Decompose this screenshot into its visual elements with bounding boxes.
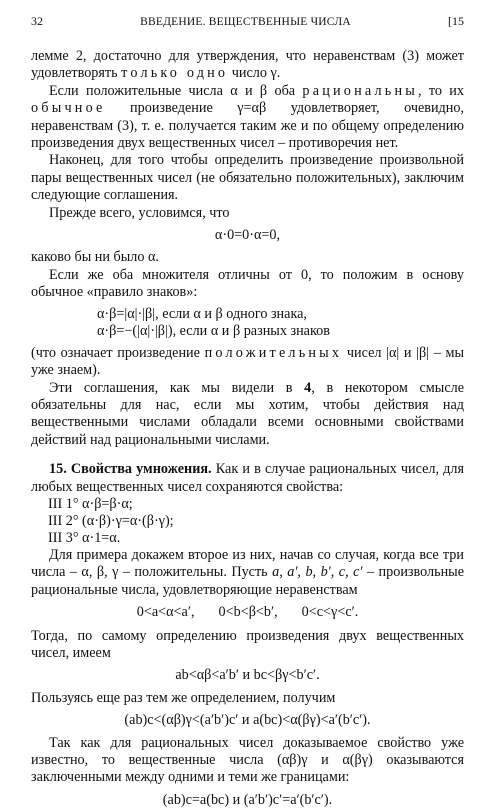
sign-rule-same: α·β=|α|·|β|, если α и β одного знака,: [97, 305, 307, 322]
section-15-intro: [31, 461, 464, 496]
text-run: Для примера докажем второе из них, начав со случая, когда все три числа – α, β, γ – положительны. Пусть: [31, 546, 464, 581]
text-run: число γ.: [228, 65, 281, 82]
inequality-a: 0<a<α<a′,: [136, 604, 195, 621]
formula-associativity: (ab)c=a(bc) и (a′b′)c′=a′(b′c′).: [162, 791, 333, 808]
formula-products: ab<αβ<a′b′ и bc<βγ<b′c′.: [175, 667, 320, 684]
paragraph-conventions: Наконец, для того чтобы определить произведение произвольной пары вещественных чисел (не обязательно положительных), заключим следующие соглашения.: [31, 152, 464, 204]
text-run: Эти соглашения, как мы видели в: [49, 379, 305, 396]
text-run: Как и в случае рациональных чисел, для любых вещественных чисел сохраняются свойства:: [31, 461, 464, 495]
inequality-c: 0<c<γ<c′.: [301, 604, 359, 621]
axiom-item: III 3° α·1=α.: [48, 529, 121, 546]
page-header: [31, 14, 464, 29]
spaced-emphasis: обычное: [31, 100, 106, 117]
inequalities-row: [31, 604, 464, 621]
sign-rule-formulas: [97, 306, 464, 341]
section-reference: [15: [448, 14, 464, 28]
paragraph-first: Прежде всего, условимся, что: [49, 204, 230, 221]
text-run: , в некотором смысле обязательны для нас, если мы хотим, чтобы действия над вещественными числами обладали всеми основными свойствами действий над рациональными числами.: [31, 379, 464, 448]
text-run: – произвольные рациональные числа, удовлетворяющие неравенствам: [31, 564, 464, 598]
spaced-emphasis: положительных: [204, 344, 343, 361]
paragraph-meaning: [31, 345, 464, 380]
sign-rule-different: α·β=−(|α|·|β|), если α и β разных знаков: [97, 323, 330, 340]
section-gap: [31, 449, 464, 461]
spaced-emphasis: рациональны: [302, 82, 418, 99]
paragraph-rational: [31, 83, 464, 153]
paragraph-definition: Тогда, по самому определению произведения двух вещественных чисел, имеем: [31, 627, 464, 661]
axiom-item: III 2° (α·β)·γ=α·(β·γ);: [48, 512, 174, 529]
paragraph-obligatory: [31, 380, 464, 450]
paragraph-any-alpha: каково бы ни было α.: [31, 249, 159, 266]
text-run: , то их: [417, 82, 464, 99]
page-number: 32: [31, 14, 43, 28]
bold-reference: 4: [304, 379, 312, 396]
text-run: лемме 2, достаточно для утверждения, что неравенствам (3) может удовлетворять: [31, 48, 464, 82]
formula-triple-products: (ab)c<(αβ)γ<(a′b′)c′ и a(bc)<α(βγ)<a′(b′c′).: [124, 712, 371, 729]
paragraph-sign-rule-intro: Если же оба множителя отличны от 0, то положим в основу обычное «правило знаков»:: [31, 266, 464, 301]
running-title: ВВЕДЕНИЕ. ВЕЩЕСТВЕННЫЕ ЧИСЛА: [140, 16, 351, 28]
axiom-item: III 1° α·β=β·α;: [48, 495, 133, 512]
text-run: произведение γ=αβ удовлетворяет, очевидно, неравенствам (3), т. е. получается таким же и по общему определению произведения двух вещественных чисел – противоречия нет.: [31, 100, 464, 152]
section-heading: 15. Свойства умножения.: [49, 461, 212, 478]
italic-variables: a, a′, b, b′, c, c′: [272, 564, 363, 581]
text-run: чисел |α| и |β| – мы уже знаем).: [31, 344, 464, 379]
paragraph-bounds: Так как для рациональных чисел доказываемое свойство уже известно, то вещественные числа (αβ)γ и α(βγ) оказываются заключенными между одними и теми же границами:: [31, 734, 464, 786]
spaced-emphasis: только одно: [121, 65, 229, 82]
formula-zero-product: α·0=0·α=0,: [214, 227, 281, 244]
paragraph-example: [31, 547, 464, 599]
inequality-b: 0<b<β<b′,: [218, 604, 278, 621]
text-run: (что означает произведение: [31, 344, 205, 361]
text-run: Если положительные числа α и β оба: [49, 82, 303, 99]
paragraph-lemma: [31, 48, 464, 83]
paragraph-again: Пользуясь еще раз тем же определением, получим: [31, 689, 336, 706]
axiom-list: [31, 496, 464, 547]
